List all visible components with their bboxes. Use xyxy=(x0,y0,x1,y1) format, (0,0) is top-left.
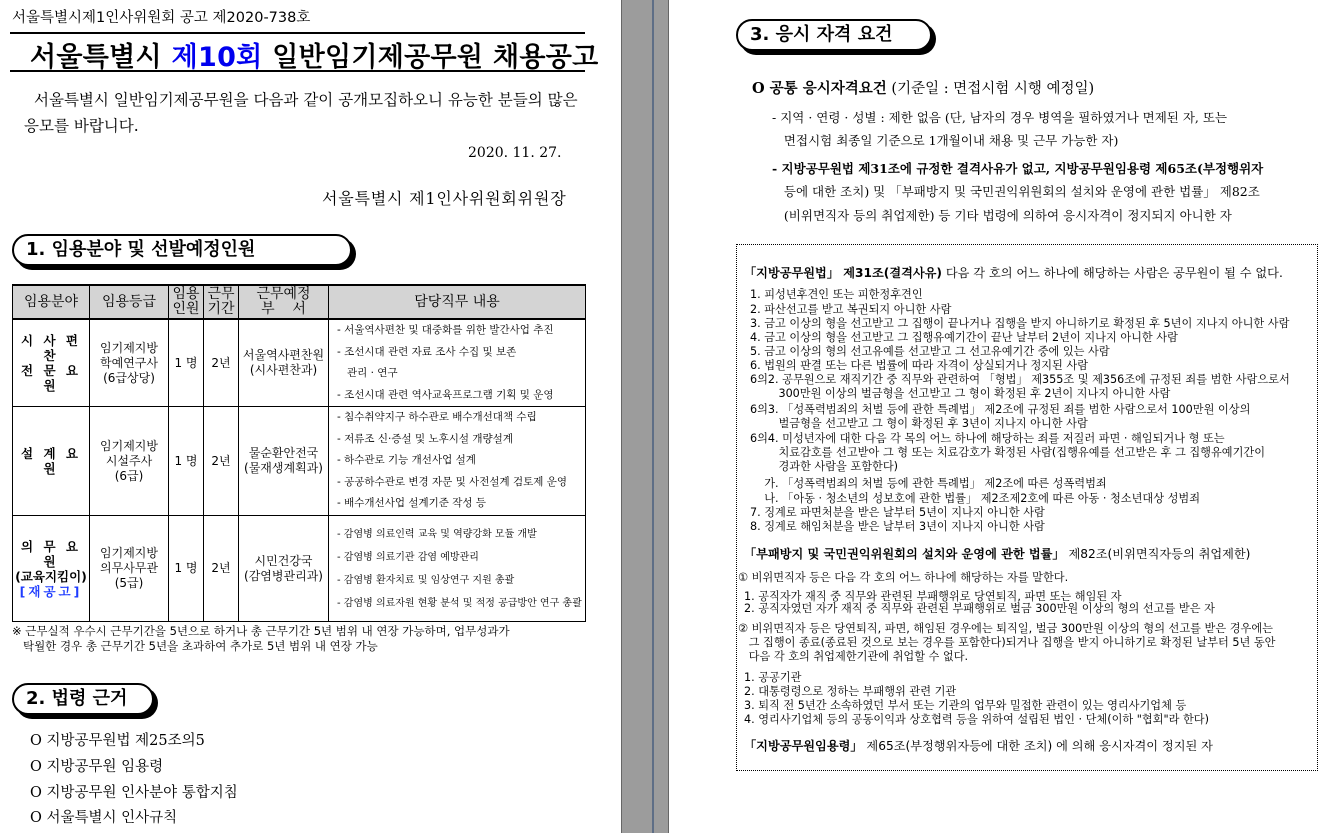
law-item: 2. 대통령령으로 정하는 부패행위 관련 기관 xyxy=(744,685,957,698)
law-item: 300만원 이상의 벌금형을 선고받고 그 형이 확정된 후 2년이 지나지 아니한 사람 xyxy=(750,387,1171,400)
col-header-period: 근무 기간 xyxy=(204,285,239,319)
table-row xyxy=(13,319,586,407)
law-paragraph: ① 비위면직자 등은 다음 각 호의 어느 하나에 해당하는 자를 말한다. xyxy=(738,571,1069,584)
notice-number: 서울특별시제1인사위원회 공고 제2020-738호 xyxy=(12,10,311,26)
law-paragraph: ② 비위면직자 등은 당연퇴직, 파면, 해임된 경우에는 퇴직일, 벌금 300만원 이상의 형의 선고를 받은 경우에는 xyxy=(738,622,1273,635)
law-item: 6의4. 미성년자에 대한 다음 각 목의 어느 하나에 해당하는 죄를 저질러 파면 · 해임되거나 형 또는 xyxy=(750,432,1225,445)
page-title xyxy=(30,35,599,74)
requirement-line: - 지역 · 연령 · 성별 : 제한 없음 (단, 남자의 경우 병역을 필하였거나 면제된 자, 또는 xyxy=(772,110,1228,125)
cell-count: 1 명 xyxy=(169,319,204,407)
law-item: 2. 공직자였던 자가 재직 중 직무와 관련된 부패행위로 벌금 300만원 이상의 형의 선고를 받은 자 xyxy=(744,602,1215,615)
law-heading: 「부패방지 및 국민권익위원회의 설치와 운영에 관한 법률」 제82조(비위면직자등의 취업제한) xyxy=(744,547,1251,561)
cell-grade: 임기제지방 학예연구사 (6급상당) xyxy=(90,319,169,407)
list-item: O 서울특별시 인사규칙 xyxy=(30,810,178,826)
law-item: 경과한 사람을 포함한다) xyxy=(750,460,898,473)
recruitment-table xyxy=(12,284,586,622)
cell-duties: - 감염병 의료인력 교육 및 역량강화 모듈 개발 - 감염병 의료기관 감염 예방관리 - 감염병 환자치료 및 임상연구 지원 총괄 - 감염병 의료자원 현황 분석 및 적정 공급방안 연구 총괄 xyxy=(329,516,586,622)
law-item: 6의3. 「성폭력범죄의 처벌 등에 관한 특례법」 제2조에 규정된 죄를 범한 사람으로서 100만원 이상의 xyxy=(750,403,1251,416)
law-paragraph: 다음 각 호의 취업제한기관에 취업할 수 없다. xyxy=(738,650,969,663)
cell-duties: - 침수취약지구 하수관로 배수개선대책 수립 - 저류조 신·증설 및 노후시설 개량설계 - 하수관로 기능 개선사업 설계 - 공공하수관로 변경 자문 및 사전설계 검토제 운영 - 배수개선사업 설계기준 작성 등 xyxy=(329,407,586,516)
requirement-line: (비위면직자 등의 취업제한) 등 기타 법령에 의하여 응시자격이 정지되지 아니한 자 xyxy=(772,208,1232,223)
requirement-line: 면접시험 최종일 기준으로 1개월이내 채용 및 근무 가능한 자) xyxy=(772,133,1119,148)
list-item: O 지방공무원 인사분야 통합지침 xyxy=(30,785,238,801)
cell-dept: 물순환안전국 (물재생계획과) xyxy=(239,407,329,516)
law-heading: 「지방공무원임용령」 제65조(부정행위자등에 대한 조치) 에 의해 응시자격이 정지된 자 xyxy=(744,739,1213,753)
page-splitter[interactable] xyxy=(652,0,654,833)
law-item: 나. 「아동 · 청소년의 성보호에 관한 법률」 제2조제2호에 따른 아동 · 청소년대상 성범죄 xyxy=(750,492,1201,505)
title-suffix: 일반임기제공무원 채용공고 xyxy=(262,42,599,73)
intro-line: 서울특별시 일반임기제공무원을 다음과 같이 공개모집하오니 유능한 분들의 많은 xyxy=(34,91,578,109)
law-item: 치료감호를 선고받아 그 형 또는 치료감호가 확정된 사람(집행유예를 선고받은 후 그 집행유예기간이 xyxy=(750,446,1266,459)
cell-field: 시 사 편 찬 전 문 요 원 xyxy=(13,319,90,407)
law-item: 7. 징계로 파면처분을 받은 날부터 5년이 지나지 아니한 사람 xyxy=(750,506,1045,519)
table-row xyxy=(13,516,586,622)
cell-field: 의 무 요 원 (교육지킴이) [재공고] xyxy=(13,516,90,622)
law-item: 4. 금고 이상의 형을 선고받고 그 집행유예기간이 끝난 날부터 2년이 지나지 아니한 사람 xyxy=(750,331,1178,344)
law-item: 1. 공공기관 xyxy=(744,671,802,684)
law-item: 8. 징계로 해임처분을 받은 날부터 3년이 지나지 아니한 사람 xyxy=(750,520,1045,533)
document-page-left xyxy=(0,0,622,833)
intro-line: 응모를 바랍니다. xyxy=(24,117,139,135)
cell-field: 설 계 요 원 xyxy=(13,407,90,516)
section-heading-2: 2. 법령 근거 xyxy=(12,683,154,715)
section-heading-1: 1. 임용분야 및 선발예정인원 xyxy=(12,234,352,266)
notice-date: 2020. 11. 27. xyxy=(468,145,562,161)
list-item: O 지방공무원법 제25조의5 xyxy=(30,733,205,749)
law-item: 1. 피성년후견인 또는 피한정후견인 xyxy=(750,288,923,301)
cell-dept: 서울역사편찬원 (시사편찬과) xyxy=(239,319,329,407)
issuer-signature: 서울특별시 제1인사위원회위원장 xyxy=(322,189,567,208)
cell-grade: 임기제지방 시설주사 (6급) xyxy=(90,407,169,516)
table-row xyxy=(13,407,586,516)
law-item: 4. 영리사기업체 등의 공동이익과 상호협력 등을 위하여 설립된 법인 · 단체(이하 "협회"라 한다) xyxy=(744,713,1209,726)
law-item: 6. 법원의 판결 또는 다른 법률에 따라 자격이 상실되거나 정지된 사람 xyxy=(750,359,1089,372)
law-item: 5. 금고 이상의 형의 선고유예를 선고받고 그 선고유예기간 중에 있는 사람 xyxy=(750,345,1110,358)
col-header-field: 임용분야 xyxy=(13,285,90,319)
col-header-grade: 임용등급 xyxy=(90,285,169,319)
cell-grade: 임기제지방 의무사무관 (5급) xyxy=(90,516,169,622)
col-header-count: 임용 인원 xyxy=(169,285,204,319)
cell-count: 1 명 xyxy=(169,516,204,622)
law-item: 가. 「성폭력범죄의 처벌 등에 관한 특례법」 제2조에 따른 성폭력범죄 xyxy=(750,477,1107,490)
law-heading: 「지방공무원법」 제31조(결격사유) 다음 각 호의 어느 하나에 해당하는 사람은 공무원이 될 수 없다. xyxy=(744,266,1283,280)
section-heading-3: 3. 응시 자격 요건 xyxy=(736,19,932,51)
table-header-row xyxy=(13,285,586,319)
title-prefix: 서울특별시 xyxy=(30,42,172,73)
law-item: 3. 금고 이상의 형을 선고받고 그 집행이 끝나거나 집행을 받지 아니하기로 확정된 후 5년이 지나지 아니한 사람 xyxy=(750,317,1290,330)
requirement-line: - 지방공무원법 제31조에 규정한 결격사유가 없고, 지방공무원임용령 제65조(부정행위자 xyxy=(772,161,1264,176)
cell-dept: 시민건강국 (감염병관리과) xyxy=(239,516,329,622)
table-note: ※ 근무실적 우수시 근무기간을 5년으로 하거나 총 근무기간 5년 범위 내 연장 가능하며, 업무성과가 탁월한 경우 총 근무기간 5년을 초과하여 추가로 5년 범위 내 연장 가능 xyxy=(12,624,510,653)
cell-period: 2년 xyxy=(204,319,239,407)
list-item: O 지방공무원 임용령 xyxy=(30,759,164,775)
law-item: 2. 파산선고를 받고 복권되지 아니한 사람 xyxy=(750,303,952,316)
cell-period: 2년 xyxy=(204,516,239,622)
col-header-duties: 담당직무 내용 xyxy=(329,285,586,319)
requirements-subtitle: O 공통 응시자격요건 (기준일 : 면접시험 시행 예정일) xyxy=(752,80,1095,97)
requirement-line: 등에 대한 조치) 및 「부패방지 및 국민권익위원회의 설치와 운영에 관한 법률」 제82조 xyxy=(772,184,1260,199)
law-paragraph: 그 집행이 종료(종료된 것으로 보는 경우를 포함한다)되거나 집행을 받지 아니하기로 확정된 날부터 5년 동안 xyxy=(738,636,1276,649)
law-item: 1. 공직자가 재직 중 직무와 관련된 부패행위로 당연퇴직, 파면 또는 해임된 자 xyxy=(744,590,1122,603)
cell-duties: - 서울역사편찬 및 대중화를 위한 발간사업 추진 - 조선시대 관련 자료 조사 수집 및 보존 관리 · 연구 - 조선시대 관련 역사교육프로그램 기획 및 운영 xyxy=(329,319,586,407)
col-header-dept: 근무예정 부 서 xyxy=(239,285,329,319)
recruit-again-label: [재공고] xyxy=(19,583,83,599)
cell-period: 2년 xyxy=(204,407,239,516)
cell-count: 1 명 xyxy=(169,407,204,516)
law-item: 6의2. 공무원으로 재직기간 중 직무와 관련하여 「형법」 제355조 및 제356조에 규정된 죄를 범한 사람으로서 xyxy=(750,373,1290,386)
title-highlight: 제10회 xyxy=(171,42,263,73)
page-gutter xyxy=(622,0,668,833)
law-item: 벌금형을 선고받고 그 형이 확정된 후 3년이 지나지 아니한 사람 xyxy=(750,417,1088,430)
law-item: 3. 퇴직 전 5년간 소속하였던 부서 또는 기관의 업무와 밀접한 관련이 있는 영리사기업체 등 xyxy=(744,699,1187,712)
